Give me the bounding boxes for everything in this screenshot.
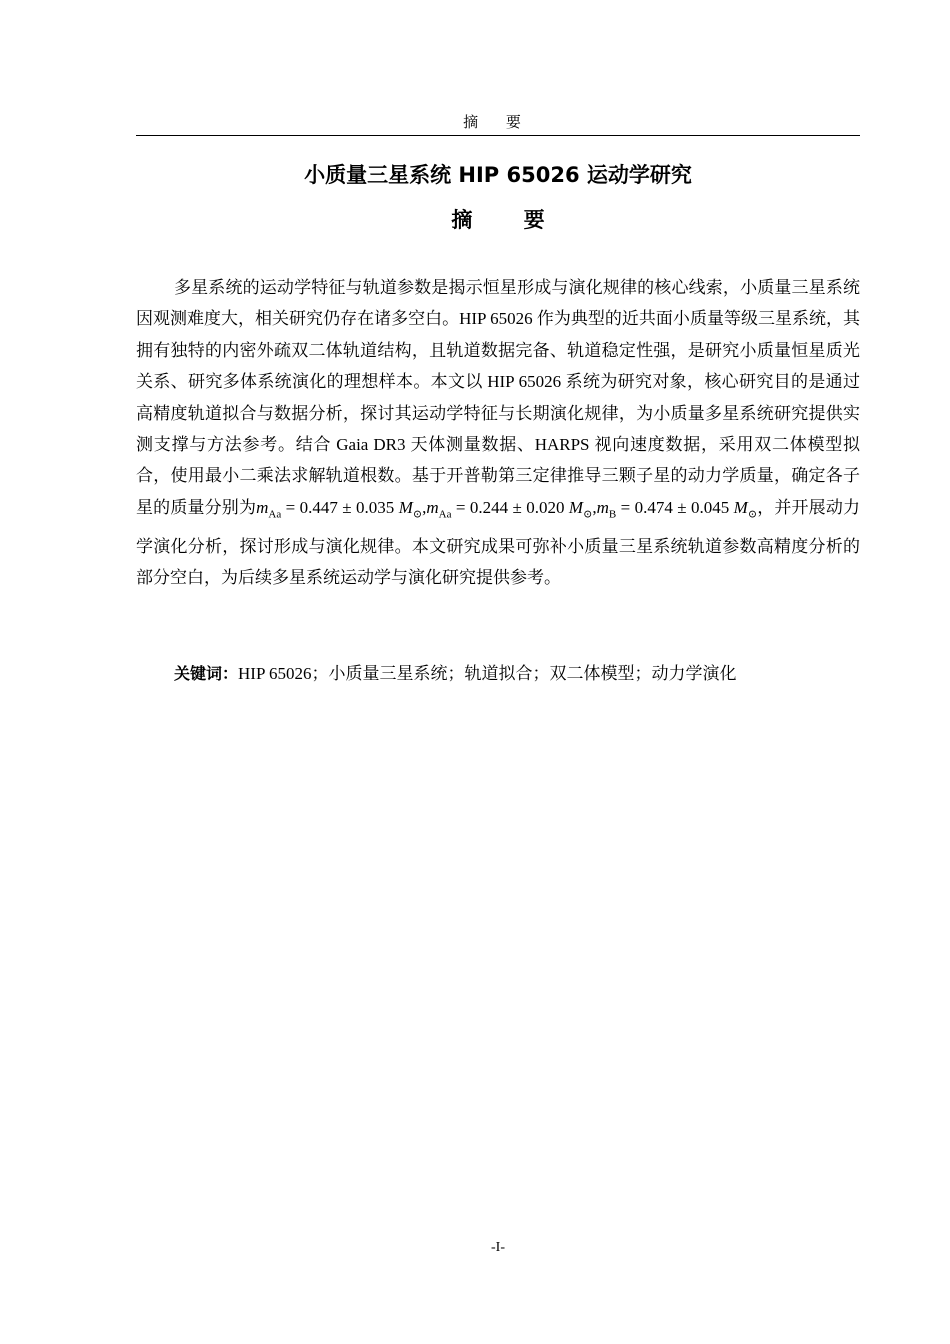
- mass-value: = 0.244 ± 0.020: [451, 497, 569, 517]
- keywords-label: 关键词：: [174, 664, 239, 683]
- mass-symbol: m: [256, 497, 269, 517]
- abstract-text-part2: ，并开展动力学演化分析，探讨形成与演化规律。本文研究成果可弥补小质量三星系统轨道参数高精度分析的部分空白，为后续多星系统运动学与演化研究提供参考。: [136, 497, 861, 588]
- header-rule: [136, 135, 860, 136]
- mass-symbol: m: [596, 497, 609, 517]
- sun-subscript: ⊙: [747, 508, 758, 521]
- formula-separator: ,: [592, 497, 597, 517]
- mass-value: = 0.474 ± 0.045: [616, 497, 734, 517]
- page-number: -I-: [491, 1240, 505, 1255]
- keywords-line: [174, 658, 860, 689]
- solar-mass-symbol: M: [568, 497, 584, 517]
- mass-subscript: B: [608, 508, 617, 521]
- document-title: 小质量三星系统 HIP 65026 运动学研究: [304, 163, 692, 187]
- mass-value: = 0.447 ± 0.035: [281, 497, 399, 517]
- keywords-list: HIP 65026；小质量三星系统；轨道拟合；双二体模型；动力学演化: [238, 664, 737, 683]
- mass-b-formula: [596, 497, 758, 521]
- sun-subscript: ⊙: [412, 508, 423, 521]
- mass-aa-formula-2: [426, 497, 593, 521]
- abstract-heading: 摘 要: [451, 208, 567, 232]
- abstract-text-part1: 多星系统的运动学特征与轨道参数是揭示恒星形成与演化规律的核心线索，小质量三星系统因观测难度大，相关研究仍存在诸多空白。HIP 65026 作为典型的近共面小质量等级三星系统，其拥有独特的内密外疏双二体轨道结构，且轨道数据完备、轨道稳定性强，是研究小质量恒星质光关系、研究多体系统演化的理想样本。本文以 HIP 65026 系统为研究对象，核心研究目的是通过高精度轨道拟合与数据分析，探讨其运动学特征与长期演化规律，为小质量多星系统研究提供实测支撑与方法参考。结合 Gaia DR3 天体测量数据、HARPS 视向速度数据，采用双二体模型拟合，使用最小二乘法求解轨道根数。基于开普勒第三定律推导三颗子星的动力学质量，确定各子星的质量分别为: [136, 278, 860, 517]
- mass-subscript: Aa: [438, 508, 452, 521]
- abstract-paragraph: [136, 272, 860, 593]
- running-header: 摘 要: [463, 115, 533, 131]
- sun-subscript: ⊙: [583, 508, 593, 521]
- mass-subscript: Aa: [268, 508, 282, 521]
- solar-mass-symbol: M: [398, 497, 413, 517]
- solar-mass-symbol: M: [733, 497, 748, 517]
- mass-symbol: m: [426, 497, 439, 517]
- mass-aa-formula: [256, 497, 423, 521]
- formula-separator: ,: [422, 497, 427, 517]
